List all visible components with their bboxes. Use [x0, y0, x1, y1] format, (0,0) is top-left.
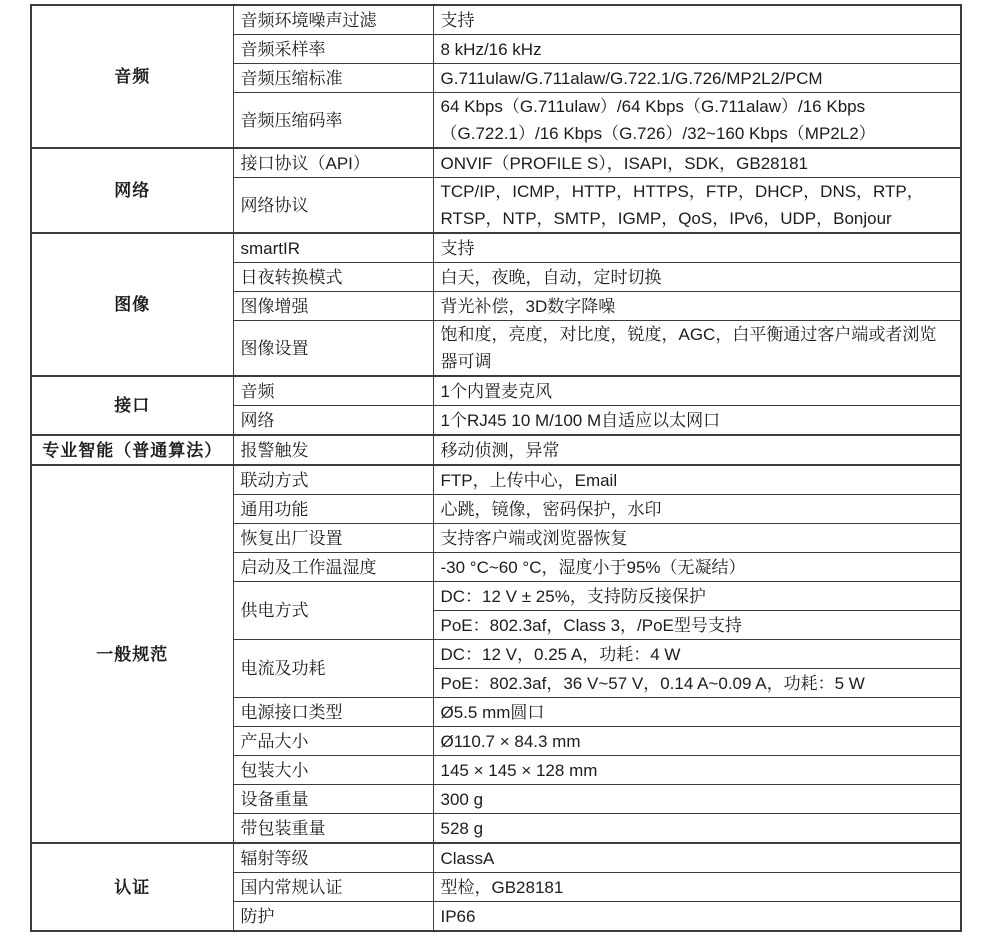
spec-value: 528 g: [433, 814, 961, 844]
spec-value: 1个内置麦克风: [433, 376, 961, 406]
spec-label: smartIR: [233, 233, 433, 263]
spec-label: 产品大小: [233, 727, 433, 756]
spec-sheet: [30, 4, 962, 932]
table-row: [31, 435, 961, 465]
spec-value: 8 kHz/16 kHz: [433, 35, 961, 64]
spec-label: 音频: [233, 376, 433, 406]
spec-label: 电流及功耗: [233, 640, 433, 698]
spec-value: 145 × 145 × 128 mm: [433, 756, 961, 785]
spec-value: PoE：802.3af，36 V~57 V，0.14 A~0.09 A，功耗：5 W: [433, 669, 961, 698]
spec-label: 音频采样率: [233, 35, 433, 64]
spec-label: 图像设置: [233, 321, 433, 377]
spec-label: 启动及工作温湿度: [233, 553, 433, 582]
spec-value: 移动侦测，异常: [433, 435, 961, 465]
spec-label: 网络协议: [233, 178, 433, 234]
spec-value: 背光补偿，3D数字降噪: [433, 292, 961, 321]
spec-value: DC：12 V，0.25 A，功耗：4 W: [433, 640, 961, 669]
spec-value: G.711ulaw/G.711alaw/G.722.1/G.726/MP2L2/PCM: [433, 64, 961, 93]
spec-label: 通用功能: [233, 495, 433, 524]
spec-label: 接口协议（API）: [233, 148, 433, 178]
spec-value: IP66: [433, 902, 961, 932]
spec-label: 供电方式: [233, 582, 433, 640]
spec-label: 报警触发: [233, 435, 433, 465]
category-image: 图像: [31, 233, 233, 376]
table-row: [31, 843, 961, 873]
table-row: [31, 233, 961, 263]
spec-value: Ø110.7 × 84.3 mm: [433, 727, 961, 756]
category-certification: 认证: [31, 843, 233, 931]
spec-value: TCP/IP，ICMP，HTTP，HTTPS，FTP，DHCP，DNS，RTP，RTSP，NTP，SMTP，IGMP，QoS，IPv6，UDP，Bonjour: [433, 178, 961, 234]
category-smart-intelligence: 专业智能（普通算法）: [31, 435, 233, 465]
spec-value: DC：12 V ± 25%，支持防反接保护: [433, 582, 961, 611]
spec-label: 音频压缩码率: [233, 93, 433, 149]
spec-table: [30, 4, 962, 932]
category-interface: 接口: [31, 376, 233, 435]
spec-value: 型检，GB28181: [433, 873, 961, 902]
category-network: 网络: [31, 148, 233, 233]
table-row: [31, 148, 961, 178]
spec-label: 音频压缩标准: [233, 64, 433, 93]
spec-value: 支持: [433, 233, 961, 263]
spec-label: 防护: [233, 902, 433, 932]
spec-label: 网络: [233, 406, 433, 436]
spec-value: 支持: [433, 5, 961, 35]
table-row: [31, 376, 961, 406]
spec-label: 图像增强: [233, 292, 433, 321]
spec-label: 设备重量: [233, 785, 433, 814]
category-audio: 音频: [31, 5, 233, 148]
spec-label: 日夜转换模式: [233, 263, 433, 292]
spec-value: PoE：802.3af，Class 3，/PoE型号支持: [433, 611, 961, 640]
table-row: [31, 465, 961, 495]
spec-label: 电源接口类型: [233, 698, 433, 727]
spec-value: FTP，上传中心，Email: [433, 465, 961, 495]
spec-value: Ø5.5 mm圆口: [433, 698, 961, 727]
spec-label: 音频环境噪声过滤: [233, 5, 433, 35]
spec-value: 300 g: [433, 785, 961, 814]
category-general-spec: 一般规范: [31, 465, 233, 843]
spec-value: 支持客户端或浏览器恢复: [433, 524, 961, 553]
table-row: [31, 5, 961, 35]
spec-value: 心跳，镜像，密码保护，水印: [433, 495, 961, 524]
spec-value: ClassA: [433, 843, 961, 873]
spec-value: ONVIF（PROFILE S），ISAPI，SDK，GB28181: [433, 148, 961, 178]
spec-value: 64 Kbps（G.711ulaw）/64 Kbps（G.711alaw）/16 Kbps（G.722.1）/16 Kbps（G.726）/32~160 Kbps（MP2L2）: [433, 93, 961, 149]
spec-label: 带包装重量: [233, 814, 433, 844]
spec-value: 1个RJ45 10 M/100 M自适应以太网口: [433, 406, 961, 436]
spec-value: -30 °C~60 °C，湿度小于95%（无凝结）: [433, 553, 961, 582]
spec-label: 国内常规认证: [233, 873, 433, 902]
spec-label: 包装大小: [233, 756, 433, 785]
spec-value: 饱和度，亮度，对比度，锐度，AGC，白平衡通过客户端或者浏览器可调: [433, 321, 961, 377]
spec-label: 恢复出厂设置: [233, 524, 433, 553]
spec-value: 白天，夜晚，自动，定时切换: [433, 263, 961, 292]
spec-label: 联动方式: [233, 465, 433, 495]
spec-label: 辐射等级: [233, 843, 433, 873]
